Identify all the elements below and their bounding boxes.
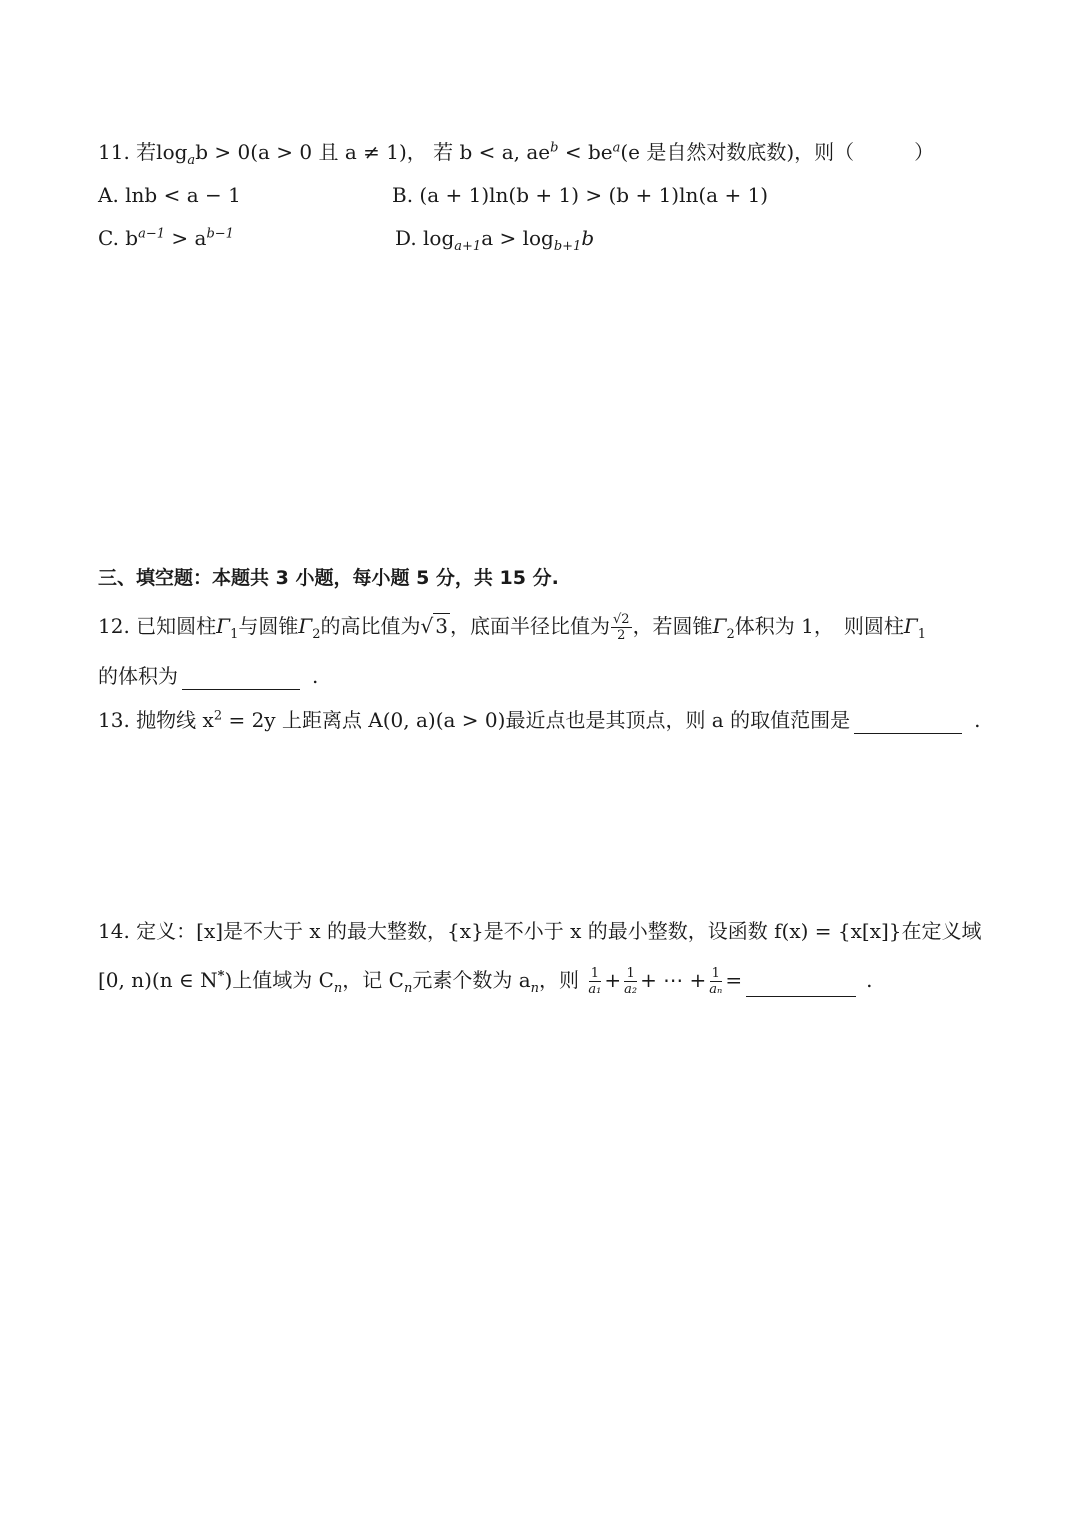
q11-cond-log: log — [156, 140, 188, 164]
q14-line2-e: ，则 — [539, 968, 579, 992]
q12-answer-blank[interactable] — [182, 667, 300, 690]
q12-gamma4: Γ — [903, 614, 918, 638]
q14-line2-c: ，记 C — [342, 968, 404, 992]
q12-sub1: 1 — [230, 627, 239, 642]
q12-sqrt3: 3 — [435, 614, 448, 638]
q12-line2-text: 的体积为 — [98, 664, 178, 688]
q14-f1-den: a₁ — [588, 982, 602, 997]
q12-sub3: 2 — [726, 627, 735, 642]
q13-sup: 2 — [213, 708, 223, 724]
q11-option-d-sub2: b+1 — [553, 239, 582, 254]
q12-number: 12. — [98, 614, 130, 638]
q11-option-d-sub1: a+1 — [454, 239, 482, 254]
q14-line2-a: [0, n)(n ∈ N — [98, 968, 218, 992]
q12-part6: 体积为 1， 则圆柱 — [734, 614, 904, 638]
q11-option-c-exp1: a−1 — [138, 226, 166, 242]
q14-line2 — [98, 966, 872, 997]
q11-option-d-lead: D. log — [395, 226, 455, 250]
q12-part3: 的高比值为√ — [320, 614, 434, 638]
q11-stem-lead: 若 — [136, 140, 157, 164]
q14-number: 14. — [98, 919, 130, 943]
q14-eq: = — [725, 968, 743, 992]
q12-sub4: 1 — [917, 627, 926, 642]
q12-fraction — [611, 612, 632, 643]
q14-plus2: + ⋯ + — [640, 968, 707, 992]
q11-stem-mid2: < be — [558, 140, 613, 164]
q11-stem — [98, 138, 934, 166]
q12-line2 — [98, 662, 318, 690]
q12-gamma1: Γ — [216, 614, 231, 638]
q12-end: . — [312, 664, 319, 688]
q12-part1: 已知圆柱 — [136, 614, 217, 638]
q11-cond-rest: b > 0(a > 0 且 a ≠ 1)， — [195, 140, 427, 164]
q12-gamma3: Γ — [712, 614, 727, 638]
q13-number: 13. — [98, 708, 130, 732]
q12-part4: ，底面半径比值为 — [450, 614, 610, 638]
q11-option-a: A. lnb < a − 1 — [98, 183, 241, 207]
q14-line2-d: 元素个数为 a — [412, 968, 531, 992]
q14-answer-blank[interactable] — [746, 974, 856, 997]
q11-option-d-mid: a > log — [481, 226, 554, 250]
q14-plus1: + — [604, 968, 622, 992]
q11-option-c-mid: > a — [165, 226, 207, 250]
q14-f3-den: aₙ — [709, 982, 723, 997]
q12-part2: 与圆锥 — [238, 614, 299, 638]
q11-exp-b: b — [550, 140, 559, 156]
q12-frac-num: √2 — [613, 612, 630, 627]
q13-part1: 抛物线 x — [136, 708, 214, 732]
q11-stem-mid: 若 b < a, ae — [433, 140, 551, 164]
q11-option-b: B. (a + 1)ln(b + 1) > (b + 1)ln(a + 1) — [392, 183, 769, 207]
q11-option-c-lead: C. b — [98, 226, 139, 250]
q14-line1-text: 定义：[x]是不大于 x 的最大整数，{x}是不小于 x 的最小整数，设函数 f(x) = {x[x]}在定义域 — [136, 919, 982, 943]
q12-sub2: 2 — [312, 627, 321, 642]
q11-cond-sub: a — [187, 153, 196, 168]
q11-option-d-tail: b — [581, 226, 595, 250]
q14-f3-num: 1 — [711, 966, 720, 981]
q11-number: 11. — [98, 140, 130, 164]
q13-line — [98, 706, 980, 734]
q11-option-c-exp2: b−1 — [206, 226, 234, 242]
q12-line1 — [98, 612, 926, 643]
q12-gamma2: Γ — [298, 614, 313, 638]
q14-fraction-1 — [586, 966, 603, 997]
q14-line1 — [98, 917, 982, 945]
q14-line2-b: )上值域为 C — [224, 968, 334, 992]
q13-part2: = 2y 上距离点 A(0, a)(a > 0)最近点也是其顶点，则 a 的取值范围是 — [222, 708, 851, 732]
q14-line2-sub3: n — [530, 981, 539, 996]
q13-end: . — [974, 708, 981, 732]
section3-title: 三、填空题：本题共 3 小题，每小题 5 分，共 15 分. — [98, 567, 559, 589]
q11-exp-a: a — [612, 140, 621, 156]
q11-stem-tail: (e 是自然对数底数)，则（ ） — [620, 140, 935, 164]
q13-answer-blank[interactable] — [854, 711, 962, 734]
q14-f1-num: 1 — [590, 966, 599, 981]
q14-line2-sub1: n — [333, 981, 343, 996]
q14-f2-den: a₂ — [624, 982, 638, 997]
q14-line2-sup: * — [217, 968, 225, 984]
q14-f2-num: 1 — [626, 966, 635, 981]
q11-option-c — [98, 224, 234, 252]
q14-fraction-3 — [707, 966, 724, 997]
q14-end: . — [866, 968, 873, 992]
q12-part5: ，若圆锥 — [632, 614, 713, 638]
q11-option-d — [395, 224, 594, 252]
q12-frac-den: 2 — [617, 628, 626, 643]
q14-fraction-2 — [622, 966, 639, 997]
q14-line2-sub2: n — [403, 981, 413, 996]
